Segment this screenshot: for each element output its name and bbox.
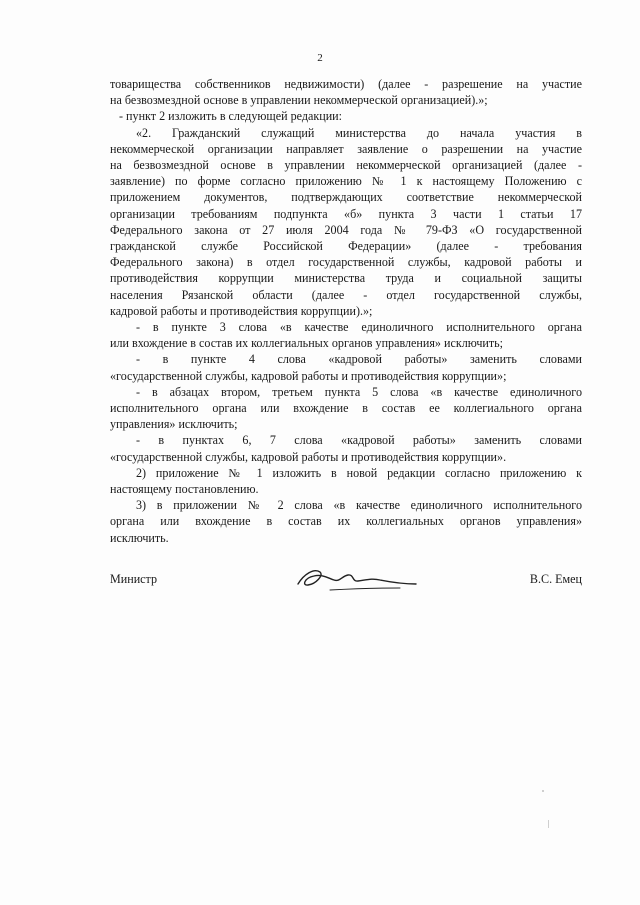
text-line: противодействия коррупции министерства труда и социальной защиты xyxy=(110,271,582,286)
text-line: заявление) по форме согласно приложению № 1 к настоящему Положению с xyxy=(110,174,582,189)
text-line: некоммерческой организации направляет заявление о разрешении на участие xyxy=(110,141,582,156)
text-line: «государственной службы, кадровой работы и противодействия коррупции». xyxy=(110,449,507,464)
list-item: - в пункте 3 слова «в качестве единоличного исполнительного органа xyxy=(136,320,582,335)
scan-speck xyxy=(548,820,549,828)
list-item: - в абзацах втором, третьем пункта 5 слова «в качестве единоличного xyxy=(136,384,582,399)
handwritten-signature xyxy=(290,560,420,598)
text-line: исполнительного органа или вхождение в состав ее коллегиального органа xyxy=(110,401,582,416)
text-line: гражданской службе Российской Федерации» (далее - требования xyxy=(110,239,582,254)
text-line: органа или вхождение в состав их коллегиальных органов управления» xyxy=(110,514,582,529)
text-line: Федерального закона) в отдел государственной службы, кадровой работы и xyxy=(110,255,582,270)
text-line: на безвозмездной основе в управлении некоммерческой организацией (далее - xyxy=(110,158,582,173)
text-line: «государственной службы, кадровой работы и противодействия коррупции»; xyxy=(110,368,507,383)
text-line: или вхождение в состав их коллегиальных органов управления» исключить; xyxy=(110,336,504,351)
signer-title: Министр xyxy=(110,572,158,586)
page-number: 2 xyxy=(317,52,323,64)
text-line: настоящему постановлению. xyxy=(110,482,259,497)
text-line: товарищества собственников недвижимости) (далее - разрешение на участие xyxy=(110,77,582,91)
list-item: - в пунктах 6, 7 слова «кадровой работы» заменить словами xyxy=(136,433,582,448)
numbered-item: 3) в приложении № 2 слова «в качестве единоличного исполнительного xyxy=(136,498,582,513)
signature-block xyxy=(110,568,582,598)
list-item: - пункт 2 изложить в следующей редакции: xyxy=(119,109,343,124)
text-line: организации требованиям подпункта «б» пункта 3 части 1 статьи 17 xyxy=(110,206,582,221)
document-body xyxy=(110,76,582,546)
numbered-item: 2) приложение № 1 изложить в новой редакции согласно приложению к xyxy=(136,465,582,480)
text-line: управления» исключить; xyxy=(110,417,238,432)
text-line: приложением документов, подтверждающих соответствие некоммерческой xyxy=(110,190,582,205)
text-line: на безвозмездной основе в управлении некоммерческой организацией).»; xyxy=(110,93,488,108)
signer-name: В.С. Емец xyxy=(529,572,582,586)
quoted-paragraph-start: «2. Гражданский служащий министерства до начала участия в xyxy=(136,125,582,140)
text-line: населения Рязанской области (далее - отдел государственной службы, xyxy=(110,287,582,302)
text-line: кадровой работы и противодействия коррупции).»; xyxy=(110,303,373,318)
list-item: - в пункте 4 слова «кадровой работы» заменить словами xyxy=(136,352,582,367)
scan-speck xyxy=(542,790,544,792)
text-line: исключить. xyxy=(110,530,169,545)
text-line: Федерального закона от 27 июля 2004 года № 79-ФЗ «О государственной xyxy=(110,222,582,237)
